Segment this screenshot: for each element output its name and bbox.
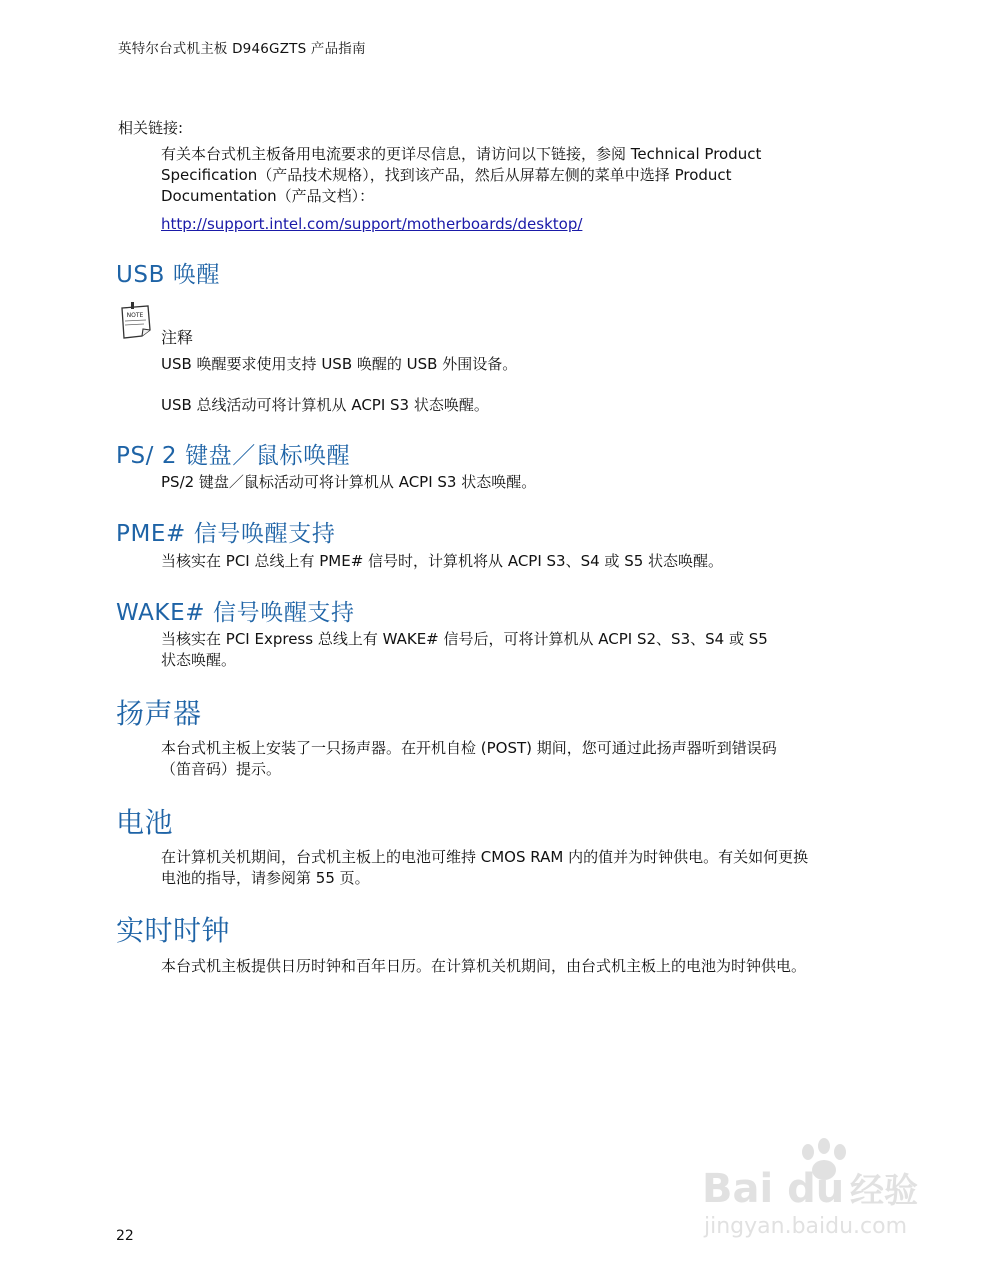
- note-icon-text: NOTE: [126, 312, 144, 319]
- related-para-line-1: 有关本台式机主板备用电流要求的更详尽信息，请访问以下链接，参阅 Technical Product: [161, 145, 762, 163]
- speaker-paragraph: [161, 738, 861, 780]
- wake-para-line-1: 当核实在 PCI Express 总线上有 WAKE# 信号后，可将计算机从 ACPI S2、S3、S4 或 S5: [161, 630, 768, 648]
- pme-wake-heading: PME# 信号唤醒支持: [116, 521, 336, 547]
- page-number: 22: [116, 1228, 134, 1244]
- related-links-label: 相关链接:: [118, 119, 184, 137]
- related-links-paragraph: [161, 144, 861, 207]
- watermark-url: jingyan.baidu.com: [704, 1214, 908, 1239]
- note-icon: [116, 300, 154, 340]
- support-link[interactable]: http://support.intel.com/support/motherboards/desktop/: [161, 215, 583, 233]
- watermark-brand: Bai du: [702, 1166, 845, 1212]
- baidu-jingyan-watermark: [700, 1130, 935, 1240]
- battery-heading: 电池: [116, 806, 174, 839]
- page-header: 英特尔台式机主板 D946GZTS 产品指南: [118, 41, 366, 57]
- ps2-wake-paragraph: PS/2 键盘／鼠标活动可将计算机从 ACPI S3 状态唤醒。: [161, 473, 537, 491]
- related-para-line-3: Documentation（产品文档）：: [161, 187, 375, 205]
- wake-para-line-2: 状态唤醒。: [161, 651, 237, 669]
- battery-paragraph: [161, 847, 861, 889]
- wake-signal-heading: WAKE# 信号唤醒支持: [116, 600, 355, 626]
- battery-para-line-2: 电池的指导，请参阅第 55 页。: [161, 869, 370, 887]
- speaker-para-line-1: 本台式机主板上安装了一只扬声器。在开机自检 (POST) 期间，您可通过此扬声器听到错误码: [161, 739, 777, 757]
- watermark-brand-cn: 经验: [850, 1171, 918, 1211]
- pme-wake-paragraph: 当核实在 PCI 总线上有 PME# 信号时，计算机将从 ACPI S3、S4 或 S5 状态唤醒。: [161, 552, 724, 570]
- rtc-paragraph: 本台式机主板提供日历时钟和百年日历。在计算机关机期间，由台式机主板上的电池为时钟供电。: [161, 957, 807, 975]
- usb-note-text: USB 唤醒要求使用支持 USB 唤醒的 USB 外围设备。: [161, 355, 518, 373]
- battery-para-line-1: 在计算机关机期间，台式机主板上的电池可维持 CMOS RAM 内的值并为时钟供电。有关如何更换: [161, 848, 809, 866]
- note-title: 注释: [161, 328, 194, 347]
- usb-wake-heading: USB 唤醒: [116, 262, 221, 288]
- wake-signal-paragraph: [161, 629, 861, 671]
- speaker-para-line-2: （笛音码）提示。: [161, 760, 282, 778]
- usb-wake-paragraph: USB 总线活动可将计算机从 ACPI S3 状态唤醒。: [161, 396, 489, 414]
- ps2-wake-heading: PS/ 2 键盘／鼠标唤醒: [116, 443, 351, 469]
- rtc-heading: 实时时钟: [116, 914, 231, 947]
- speaker-heading: 扬声器: [116, 697, 202, 730]
- related-para-line-2: Specification（产品技术规格），找到该产品，然后从屏幕左侧的菜单中选择 Product: [161, 166, 732, 184]
